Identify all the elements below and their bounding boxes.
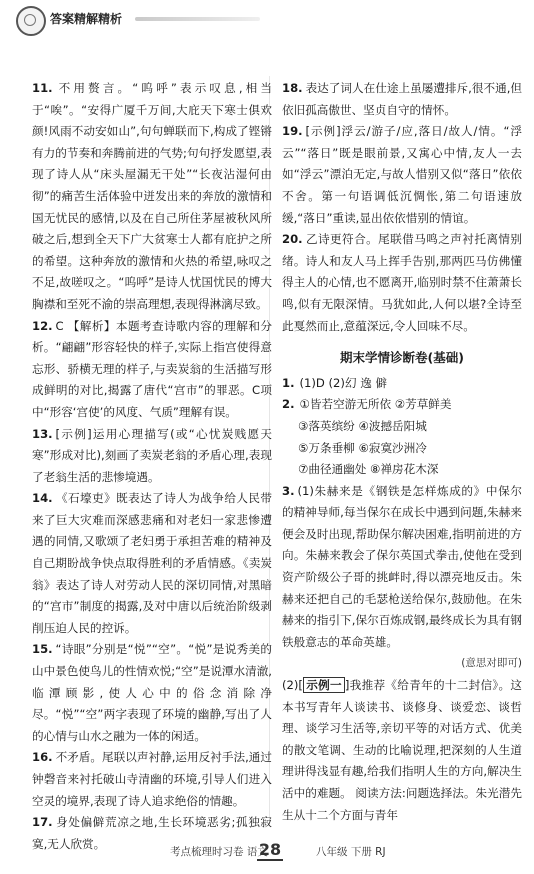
item-number: 14. [32,491,53,506]
item-number: 1. [282,375,295,390]
item-number: 11. [32,81,53,95]
answer-line [282,416,522,438]
item-text: 表达了词人在仕途上虽屡遭排斥,很不通,但依旧孤高傲世、坚贞自守的情怀。 [282,81,522,117]
answer-item [32,639,272,747]
page-number: 28 [258,840,282,859]
item-number: 2. [282,397,295,412]
header-decoration-band [135,17,260,21]
item-number: 15. [32,642,53,657]
answer-item [282,481,522,654]
item-number: 3. [282,483,295,498]
item-text: (1)D (2)幻 逸 僻 [299,375,388,390]
answer-line [282,394,522,416]
grading-note: (意思对即可) [461,657,522,670]
item-number: 12. [32,318,53,333]
page-header [0,0,534,40]
section-title: 期末学情诊断卷(基础) [340,350,464,366]
item-text: 身处偏僻荒凉之地,生长环境恶劣;孤独寂寞,无人欣赏。 [32,815,272,851]
item-text: [示例]浮云/游子/应,落日/故人/情。“浮云”“落日”既是眼前景,又寓心中情,友人一去如“浮云”漂泊无定,与故人惜别又似“落日”依依不舍。第一句语调低沉惆怅,第二句语速放缓,“落日”重读,显出依依惜别的情谊。 [282,124,522,225]
answer-item [32,424,272,489]
item-number: 17. [32,815,53,830]
item-number: 20. [282,232,303,247]
left-column [32,78,272,855]
answer-item [32,747,272,812]
item-text: ①皆若空游无所依 ②芳草鲜美 [299,397,452,412]
item-text: 不矛盾。尾联以声衬静,运用反衬手法,通过钟磬音来衬托破山寺清幽的环境,引导人们进入空灵的境界,表现了诗人追求绝俗的情趣。 [32,750,272,808]
item-text: 《石壕吏》既表达了诗人为战争给人民带来了巨大灾难而深感悲痛和对老妇一家悲惨遭遇的同情,又歌颂了老妇勇于承担苦难的精神及自己期盼战争快点取得胜利的矛盾情感。《卖炭翁》表达了诗人对劳动人民的深切同情,对黑暗的“宫市”制度的揭露,及对中唐以后统治阶级剥削压迫人民的控诉。 [32,491,272,635]
answer-item [282,121,522,229]
answer-item [282,78,522,121]
item-text: “诗眼”分别是“悦”“空”。“悦”是说秀美的山中景色使鸟儿的性情欢悦;“空”是说潭水清澈,临潭顾影,使人心中的俗念消除净尽。“悦”“空”两字表现了环境的幽静,写出了人的心情与山水之融为一体的闲适。 [32,642,272,743]
answer-item [32,78,272,316]
item-text: 乙诗更符合。尾联借马鸣之声衬托离情别绪。诗人和友人马上挥手告别,那两匹马仿佛懂得主人的心情,也不愿离开,临别时禁不住萧萧长鸣,似有无限深情。马犹如此,人何以堪?全诗至此戛然而止,意蕴深远,令人回味不尽。 [282,232,522,333]
item-text: ③落英缤纷 ④波撼岳阳城 [298,418,427,433]
answer-line [282,438,522,460]
answer-line [282,373,522,395]
publisher-logo [16,6,46,36]
item-text: [示例]运用心理描写(或“心忧炭贱愿天寒”形成对比),刻画了卖炭老翁的矛盾心理,表现了老翁生活的悲惨境遇。 [32,426,272,484]
item-number: 19. [282,124,303,139]
answer-item [32,488,272,639]
right-column [282,78,522,826]
item-text: 不用赘言。“呜呼”表示叹息,相当于“唉”。“安得广厦千万间,大庇天下寒士俱欢颜!风雨不动安如山”,句句蝉联而下,构成了铿锵有力的节奏和奔腾前进的气势;句句抒发愿望,表现了诗人从“床头屋漏无干处”“长夜沾湿何由彻”的痛苦生活体验中迸发出来的奔放的激情和国无忧民的感情,以及在自己所住茅屋被秋风所破之后,想到全天下广大贫寒士人都有庇护之所的希望。这种奔放的激情和火热的希望,咏叹之不足,故嗟叹之。“呜呼”是诗人忧国忧民的博大胸襟和至死不渝的崇高理想,表现得淋漓尽致。 [32,81,272,311]
item-number: 13. [32,426,53,441]
item-text: 我推荐《给青年的十二封信》。这本书写青年人谈读书、谈修身、谈爱恋、谈哲理、谈学习生活等,亲切平等的对话方式、优美的散文笔调、生动的比喻说理,把深刻的人生道理讲得浅显有趣,给我们指明人生的方向,解决生活中的难题。 阅读方法:问题选择法。朱光潜先生从十二个方面与青年 [282,678,522,822]
item-number: 16. [32,750,53,765]
item-text: ⑦曲径通幽处 ⑧禅房花木深 [298,462,439,477]
example-label: 示例一 [303,677,345,693]
answer-item: (2)[ 示例一 ]我推荐《给青年的十二封信》。这本书写青年人谈读书、谈修身、谈爱恋、谈哲理、谈学习生活等,亲切平等的对话方式、优美的散文笔调、生动的比喻说理,把深刻的人生道理讲得浅显有趣,给我们指明人生的方向,解决生活中的难题。 阅读方法:问题选择法。朱光潜先生从十二个方面与青年 [282,678,522,822]
item-text: ⑤万条垂柳 ⑥寂寞沙洲冷 [298,440,427,455]
footer-grade-info: 八年级 下册 RJ [316,846,386,858]
footer-book-title: 考点梳理时习卷 语文 [170,846,268,858]
answer-line [282,459,522,481]
header-title: 答案精解精析 [50,12,123,26]
item-text: (1)朱赫来是《钢铁是怎样炼成的》中保尔的精神导师,每当保尔在成长中遇到问题,朱赫来便会及时出现,帮助保尔解决困难,指明前进的方向。朱赫来教会了保尔英国式拳击,使他在受到资产阶级公子哥的挑衅时,得以漂亮地反击。朱赫来还把自己的毛瑟枪送给保尔,鼓励他。在朱赫来的指引下,保尔百炼成钢,最终成长为具有钢铁般意志的革命英雄。 [282,483,522,649]
answer-item [282,229,522,337]
page-footer [0,836,534,866]
item-number: 18. [282,81,303,95]
item-text: C 【解析】本题考查诗歌内容的理解和分析。“翩翩”形容轻快的样子,实际上指宫使得意忘形、骄横无理的样子,与卖炭翁的生活描写形成鲜明的对比,揭露了唐代“宫市”的罪恶。C项中“形容‘宫使’的风度、气质”理解有误。 [32,318,272,419]
answer-item [32,316,272,424]
